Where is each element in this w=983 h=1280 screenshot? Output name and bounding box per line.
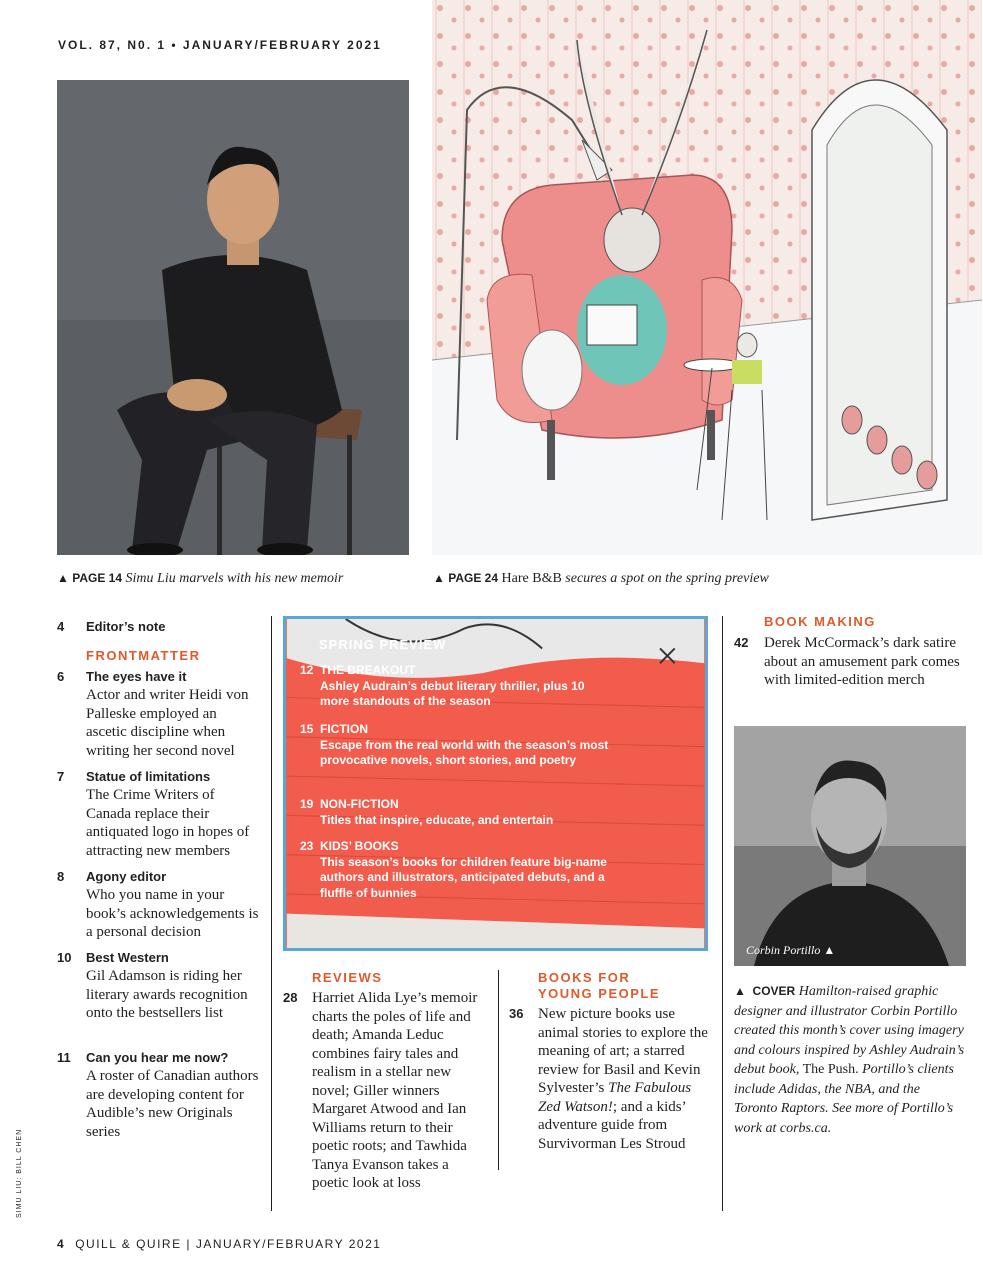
item-description: Titles that inspire, educate, and entertain xyxy=(320,812,554,827)
page-number: 10 xyxy=(57,950,72,965)
page-number: 11 xyxy=(57,1050,71,1065)
entry-description: Derek McCormack’s dark satire about an amusement park comes with limited-edition merch xyxy=(764,635,960,688)
toc-entry-editors-note[interactable] xyxy=(57,619,262,639)
entry-description: A roster of Canadian authors are developing content for Audible’s new Originals series xyxy=(86,1068,259,1140)
caption-page-14: ▲ PAGE 14 Simu Liu marvels with his new memoir xyxy=(57,571,344,586)
photo-corbin-portillo xyxy=(734,726,966,966)
caption-text-italic: secures a spot on the spring preview xyxy=(565,571,769,586)
entry-description: The Crime Writers of Canada replace their antiquated logo in hopes of attracting new members xyxy=(86,787,250,859)
page-number: 36 xyxy=(509,1006,524,1021)
cover-tag: COVER xyxy=(752,984,796,998)
item-description: Ashley Audrain’s debut literary thriller, plus 10 more standouts of the season xyxy=(320,678,585,708)
page-number: 28 xyxy=(283,990,298,1005)
caption-text-roman: Hare B&B xyxy=(501,571,562,586)
column-divider xyxy=(498,970,499,1170)
entry-description: Gil Adamson is riding her literary awards recognition onto the bestsellers list xyxy=(86,968,248,1021)
section-heading-reviews: REVIEWS xyxy=(312,970,383,985)
entry-title: Editor’s note xyxy=(86,619,166,634)
cover-description: ▲ COVER Hamilton-raised graphic designer and illustrator Corbin Portillo created this month’s cover using imagery and colours inspired by Ashley Audrain’s debut book, The Push. Portillo’s clients include Adidas, the NBA, and the Toronto Raptors. See more of Portillo’s work at corbs.ca. xyxy=(734,984,965,1136)
entry-title: Best Western xyxy=(86,950,169,965)
caption-page-label: PAGE 24 xyxy=(448,571,499,585)
toc-entry[interactable] xyxy=(57,869,262,944)
spring-preview-item[interactable] xyxy=(300,722,610,769)
page-number: 19 xyxy=(300,797,314,811)
item-description: Escape from the real world with the season’s most provocative novels, short stories, and poetry xyxy=(320,737,609,767)
page-number: 6 xyxy=(57,669,65,684)
photo-credit: SIMU LIU: BILL CHEN xyxy=(16,1128,23,1218)
item-title: NON-FICTION xyxy=(320,797,399,811)
spring-preview-box xyxy=(283,616,708,951)
page-number: 23 xyxy=(300,839,314,853)
footer-text: QUILL & QUIRE | JANUARY/FEBRUARY 2021 xyxy=(75,1237,382,1251)
page-number: 8 xyxy=(57,869,65,884)
toc-entry[interactable] xyxy=(57,769,262,859)
spring-preview-heading: SPRING PREVIEW xyxy=(319,637,447,652)
portrait-caption: Corbin Portillo ▲ xyxy=(746,943,836,957)
footer-page-number: 4 xyxy=(57,1237,66,1251)
item-title: FICTION xyxy=(320,722,368,736)
caption-text: Simu Liu marvels with his new memoir xyxy=(125,571,344,586)
issue-line: VOL. 87, N0. 1 • JANUARY/FEBRUARY 2021 xyxy=(58,38,382,52)
entry-description: Actor and writer Heidi von Palleske employed an ascetic discipline when writing her second novel xyxy=(86,687,249,759)
page-number: 12 xyxy=(300,663,314,677)
column-divider xyxy=(271,616,272,1211)
section-heading-book-making: BOOK MAKING xyxy=(764,614,876,629)
spring-preview-item[interactable] xyxy=(300,839,610,901)
toc-entry[interactable] xyxy=(57,950,262,1040)
spring-preview-item[interactable] xyxy=(300,797,610,828)
item-description: This season’s books for children feature big-name authors and illustrators, anticipated debuts, and a fluffle of bunnies xyxy=(320,854,607,900)
entry-description: Who you name in your book’s acknowledgements is a personal decision xyxy=(86,887,259,940)
entry-description: Harriet Alida Lye’s memoir charts the poles of life and death; Amanda Leduc combines fairy tales and realism in a stellar new novel; Giller winners Margaret Atwood and Ian Williams return to their poetic roots; and Tawhida Tanya Evanson takes a poetic look at loss xyxy=(312,990,478,1191)
caption-page-label: PAGE 14 xyxy=(72,571,123,585)
entry-title: Can you hear me now? xyxy=(86,1050,229,1065)
page-footer xyxy=(57,1237,381,1251)
item-title: KIDS’ BOOKS xyxy=(320,839,399,853)
page-number: 7 xyxy=(57,769,65,784)
photo-simu-liu xyxy=(57,80,409,555)
spring-preview-item[interactable] xyxy=(300,663,610,710)
entry-title: The eyes have it xyxy=(86,669,187,684)
entry-description: New picture books use animal stories to explore the meaning of art; a starred review for Basil and Kevin Sylvester’s The Fabulous Zed Watson!; and a kids’ adventure guide from Survivorman Les Stroud xyxy=(538,1006,708,1152)
section-heading-frontmatter: FRONTMATTER xyxy=(86,648,201,663)
entry-title: Agony editor xyxy=(86,869,167,884)
toc-entry[interactable] xyxy=(57,1050,262,1140)
toc-entry[interactable] xyxy=(57,669,262,759)
caption-page-24: ▲ PAGE 24 Hare B&B secures a spot on the spring preview xyxy=(433,571,769,586)
page-number: 4 xyxy=(57,619,65,634)
page-number: 15 xyxy=(300,722,314,736)
section-heading-books-young-people: BOOKS FOR YOUNG PEOPLE xyxy=(538,970,661,1001)
entry-title: Statue of limitations xyxy=(86,769,211,784)
item-title: THE BREAKOUT xyxy=(320,663,416,677)
page-number: 42 xyxy=(734,635,749,650)
column-divider xyxy=(722,616,723,1211)
illustration-hare-bnb xyxy=(432,0,982,555)
